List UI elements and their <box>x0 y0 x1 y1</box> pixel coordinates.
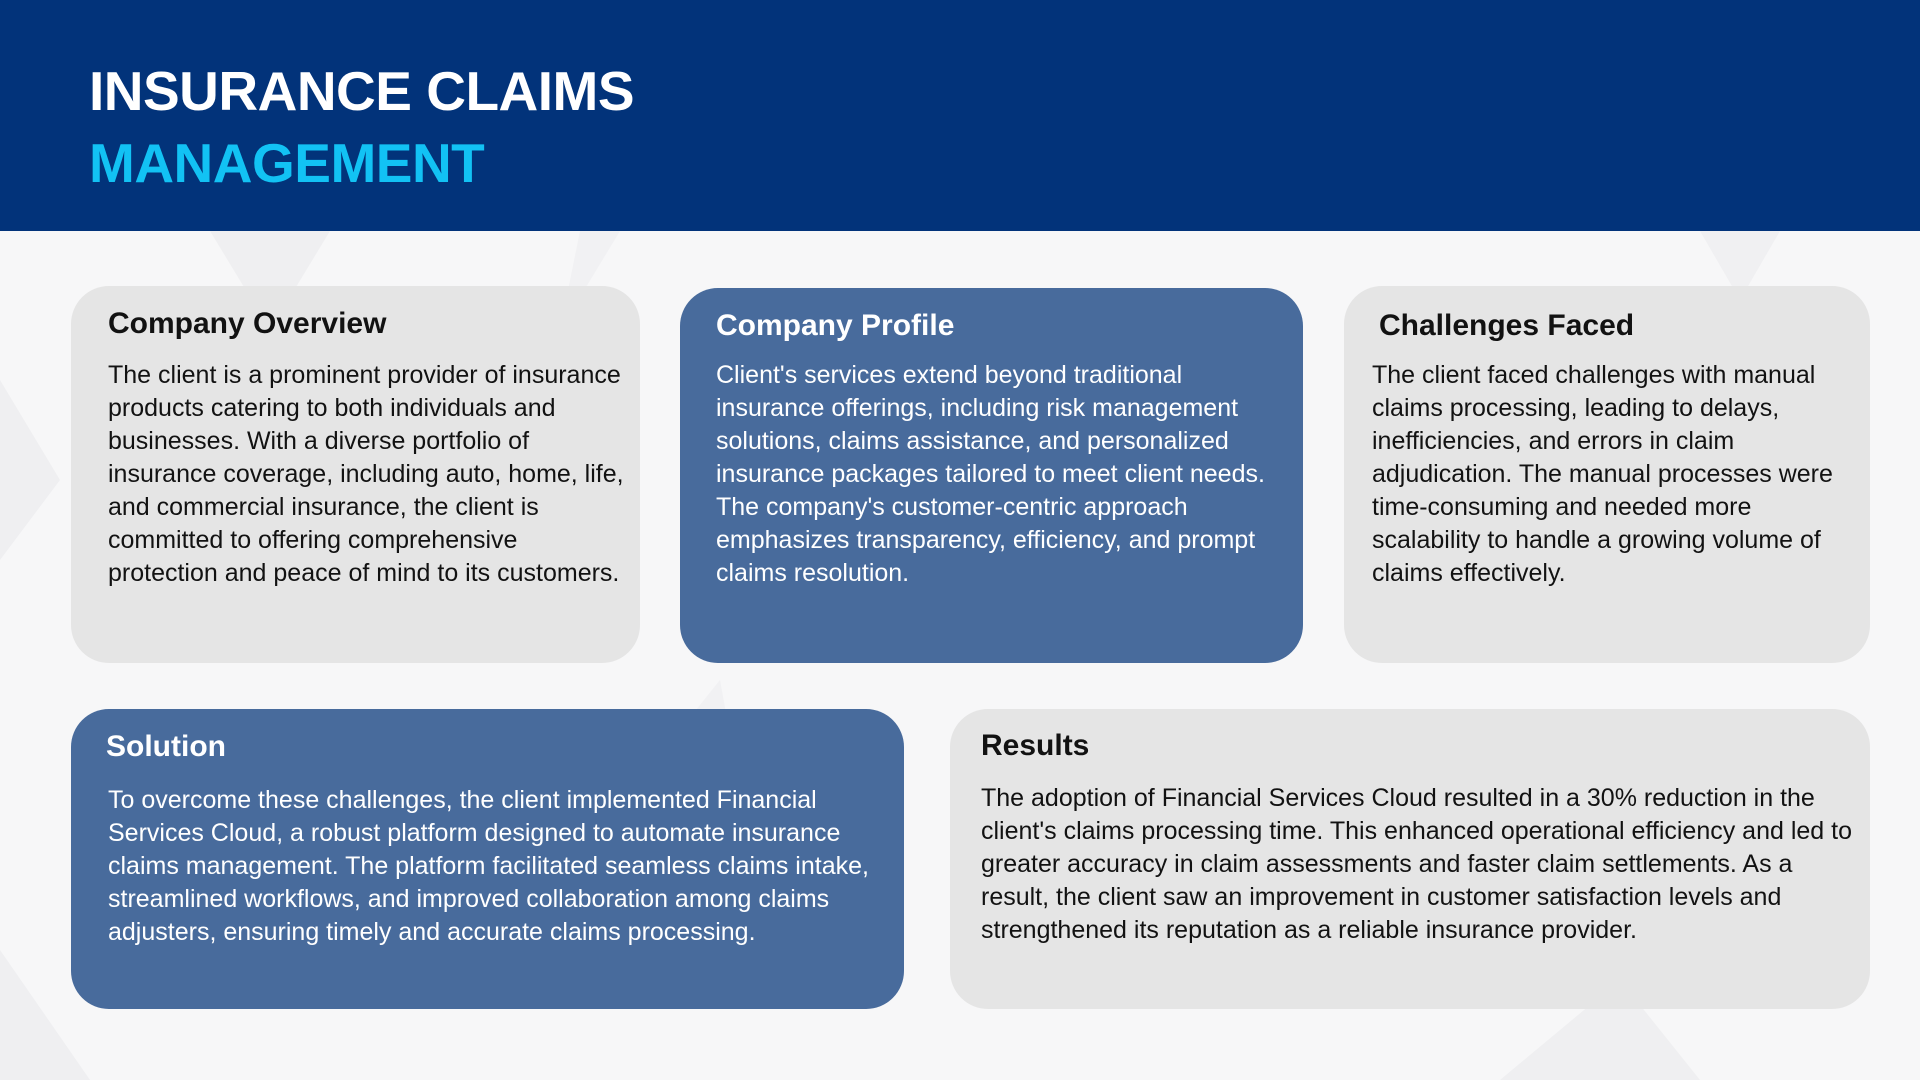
challenges-faced-text: The client faced challenges with manual claims processing, leading to delays, inefficiencies, and errors in claim adjudication. The manual processes were time-consuming and needed more scalability to handle a growing volume of claims effectively. <box>1372 361 1833 587</box>
challenges-faced-title: Challenges Faced <box>1379 309 1635 342</box>
company-profile-card <box>680 288 1303 663</box>
header-banner <box>0 0 1920 231</box>
results-title: Results <box>981 729 1090 762</box>
company-overview-text: The client is a prominent provider of insurance products catering to both individuals and businesses. With a diverse portfolio of insurance coverage, including auto, home, life, and commercial insurance, the client is committed to offering comprehensive protection and peace of mind to its customers. <box>108 361 624 587</box>
solution-text: To overcome these challenges, the client implemented Financial Services Cloud, a robust platform designed to automate insurance claims management. The platform facilitated seamless claims intake, streamlined workflows, and improved collaboration among claims adjusters, ensuring timely and accurate claims processing. <box>108 786 869 946</box>
page-title: INSURANCE CLAIMS <box>89 60 635 122</box>
page-title-accent: MANAGEMENT <box>89 132 485 194</box>
results-text: The adoption of Financial Services Cloud resulted in a 30% reduction in the client's claims processing time. This enhanced operational efficiency and led to greater accuracy in claim assessments and faster claim settlements. As a result, the client saw an improvement in customer satisfaction levels and strengthened its reputation as a reliable insurance provider. <box>981 784 1852 944</box>
challenges-faced-card <box>1344 286 1870 663</box>
company-overview-title: Company Overview <box>108 307 387 340</box>
results-card <box>950 709 1870 1009</box>
company-profile-title: Company Profile <box>716 309 955 342</box>
solution-card <box>71 709 904 1009</box>
solution-title: Solution <box>106 730 226 763</box>
company-overview-card <box>71 286 640 663</box>
company-profile-text: Client's services extend beyond traditional insurance offerings, including risk management solutions, claims assistance, and personalized insurance packages tailored to meet client needs. The company's customer-centric approach emphasizes transparency, efficiency, and prompt claims resolution. <box>716 361 1265 587</box>
